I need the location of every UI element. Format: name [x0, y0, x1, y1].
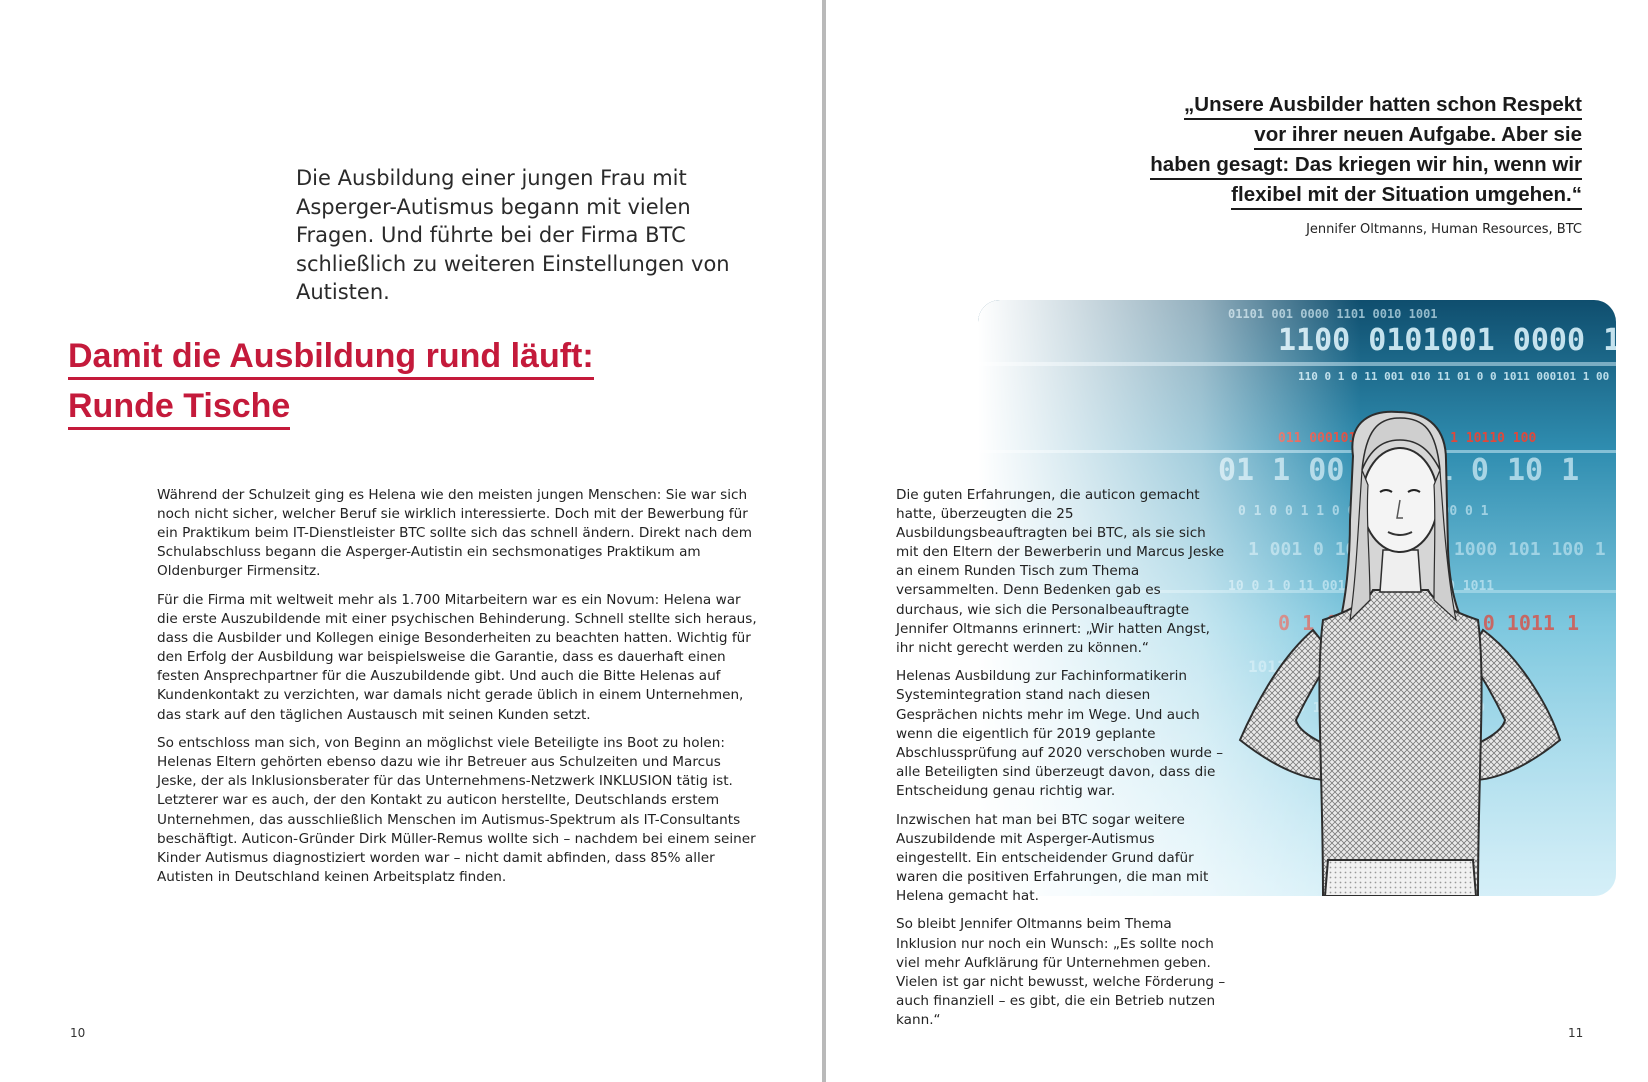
headline-line-1: Damit die Ausbildung rund läuft: — [68, 336, 594, 380]
left-page — [0, 0, 822, 1082]
quote-line-3: haben gesagt: Das kriegen wir hin, wenn wir — [1150, 152, 1582, 180]
left-body-text — [157, 486, 757, 896]
paragraph: Während der Schulzeit ging es Helena wie den meisten jungen Menschen: Sie war sich noch nicht sicher, welcher Beruf sie wirklich interessierte. Doch mit der Bewerbung für ein Praktikum beim IT-Dienstleister BTC sollte sich das schnell ändern. Direkt nach dem Schulabschluss begann die Asperger-Autistin ein sechsmonatiges Praktikum am Oldenburger Firmensitz. — [157, 487, 752, 580]
right-body-text — [896, 486, 1231, 1040]
paragraph: Für die Firma mit weltweit mehr als 1.700 Mitarbeitern war es ein Novum: Helena war die erste Auszubildende mit einer psychischen Behinderung. Schnell stellte sich heraus, dass die Ausbilder und Kollegen einige Besonderheiten zu beachten hatten. Wichtig für den Erfolg der Ausbildung war beispielsweise die Garantie, dass es dauerhaft einen festen Ansprechpartner für die Auszubildende gibt. Und auch die Bitte Helenas auf Kundenkontakt zu verzichten, war damals nicht gerade üblich in einem Unternehmen, das stark auf den täglichen Austausch mit seinen Kunden setzt. — [157, 591, 757, 723]
headline — [68, 336, 594, 436]
quote-line-1: „Unsere Ausbilder hatten schon Respekt — [1184, 92, 1582, 120]
headline-line-2: Runde Tische — [68, 386, 290, 430]
quote-line-4: flexibel mit der Situation umgehen.“ — [1231, 182, 1582, 210]
paragraph: So bleibt Jennifer Oltmanns beim Thema Inklusion nur noch ein Wunsch: „Es sollte noch viel mehr Aufklärung für Unternehmen geben. Vielen ist gar nicht bewusst, welche Förderung – auch finanziell – es gibt, die ein Betrieb nutzen kann.“ — [896, 916, 1226, 1028]
pull-quote — [1100, 92, 1582, 237]
intro-text: Die Ausbildung einer jungen Frau mit Asperger-Autismus begann mit vielen Fragen. Und führte bei der Firma BTC schließlich zu weiteren Einstellungen von Autisten. — [296, 166, 730, 304]
page-number-left: 10 — [70, 1026, 86, 1040]
paragraph: Inzwischen hat man bei BTC sogar weitere Auszubildende mit Asperger-Autismus eingestellt. Ein entscheidender Grund dafür waren die positiven Erfahrungen, die man mit Helena gemacht hat. — [896, 811, 1209, 904]
paragraph: So entschloss man sich, von Beginn an möglichst viele Beteiligte ins Boot zu holen: Helenas Eltern gehörten ebenso dazu wie ihr Betreuer aus Schulzeiten und Marcus Jeske, der als Inklusionsberater für das Unternehmens-Netzwerk INKLUSION tätig ist. Letzterer war es auch, der den Kontakt zu auticon herstellte, Deutschlands erstem Unternehmen, das ausschließlich Menschen im Autismus-Spektrum als IT-Consultants beschäftigt. Auticon-Gründer Dirk Müller-Remus wollte sich – nachdem bei einem seiner Kinder Autismus diagnostiziert worden war – nicht damit abfinden, dass 85% aller Autisten in Deutschland keinen Arbeitsplatz finden. — [157, 735, 756, 885]
page-number-right: 11 — [1568, 1026, 1584, 1040]
paragraph: Die guten Erfahrungen, die auticon gemacht hatte, überzeugten die 25 Ausbildungsbeauftragten bei BTC, als sie sich mit den Eltern der Bewerberin und Marcus Jeske an einem Runden Tisch zum Thema versammelten. Denn Bedenken gab es durchaus, wie sich die Personalbeauftragte Jennifer Oltmanns erinnert: „Wir hatten Angst, ihr nicht gerecht werden zu können.“ — [896, 487, 1225, 656]
paragraph: Helenas Ausbildung zur Fachinformatikerin Systemintegration stand nach diesen Gesprächen nichts mehr im Wege. Und auch wenn die eigentlich für 2019 geplante Abschlussprüfung auf 2020 verschoben wurde – alle Beteiligten sind überzeugt davon, dass die Entscheidung genau richtig war. — [896, 668, 1224, 799]
quote-line-2: vor ihrer neuen Aufgabe. Aber sie — [1254, 122, 1582, 150]
quote-attribution: Jennifer Oltmanns, Human Resources, BTC — [1306, 222, 1582, 237]
